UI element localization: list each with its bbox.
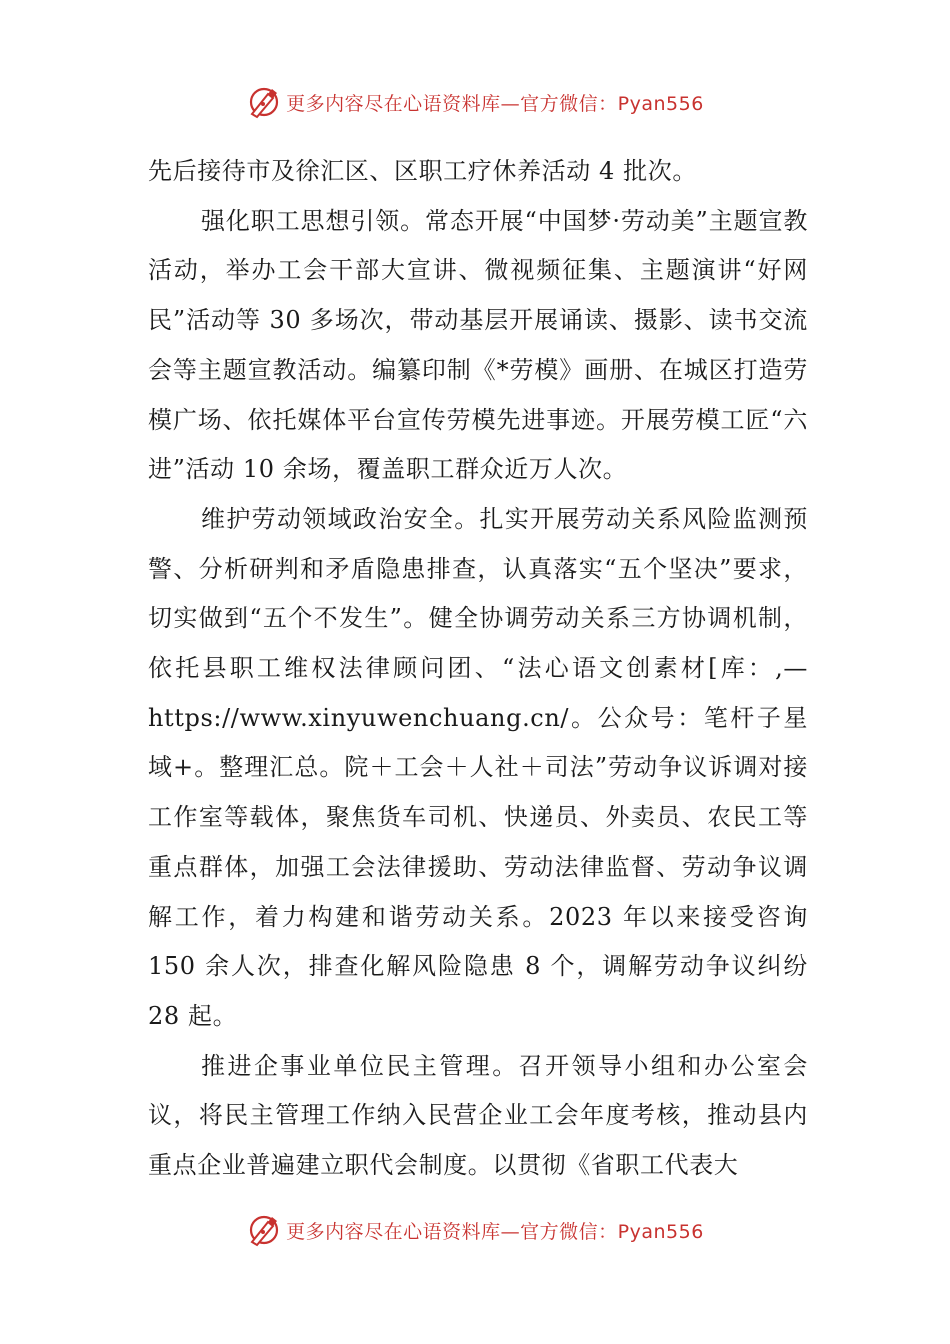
- wechat-handle: Pyan556: [617, 92, 704, 115]
- pen-nib-icon: [246, 1212, 282, 1248]
- document-body: [148, 147, 808, 1191]
- paragraph-2: 强化职工思想引领。常态开展“中国梦·劳动美”主题宣教活动，举办工会干部大宣讲、微视频征集、主题演讲“好网民”活动等 30 多场次，带动基层开展诵读、摄影、读书交流会等主题宣教活动。编纂印制《*劳模》画册、在城区打造劳模广场、依托媒体平台宣传劳模先进事迹。开展劳模工匠“六进”活动 10 余场，覆盖职工群众近万人次。: [148, 206, 808, 484]
- banner-text: 更多内容尽在心语资料库—官方微信：Pyan556: [286, 92, 704, 115]
- paragraph-4: 推进企事业单位民主管理。召开领导小组和办公室会议，将民主管理工作纳入民营企业工会年度考核，推动县内重点企业普遍建立职代会制度。以贯彻《省职工代表大: [148, 1051, 808, 1180]
- footer-banner: [0, 1210, 950, 1250]
- header-banner: [0, 82, 950, 122]
- paragraph-3: 维护劳动领域政治安全。扎实开展劳动关系风险监测预警、分析研判和矛盾隐患排查，认真落实“五个坚决”要求，切实做到“五个不发生”。健全协调劳动关系三方协调机制，依托县职工维权法律顾问团、“法心语文创素材[库：,—https://www.xinyuwenchuang.cn/。公众号：笔杆子星域+。整理汇总。院＋工会＋人社＋司法”劳动争议诉调对接工作室等载体，聚焦货车司机、快递员、外卖员、农民工等重点群体，加强工会法律援助、劳动法律监督、劳动争议调解工作，着力构建和谐劳动关系。2023 年以来接受咨询 150 余人次，排查化解风险隐患 8 个，调解劳动争议纠纷 28 起。: [148, 504, 808, 1030]
- wechat-handle: Pyan556: [617, 1220, 704, 1243]
- banner-text: 更多内容尽在心语资料库—官方微信：Pyan556: [286, 1220, 704, 1243]
- paragraph-1: 先后接待市及徐汇区、区职工疗休养活动 4 批次。: [148, 157, 697, 185]
- pen-nib-icon: [246, 84, 282, 120]
